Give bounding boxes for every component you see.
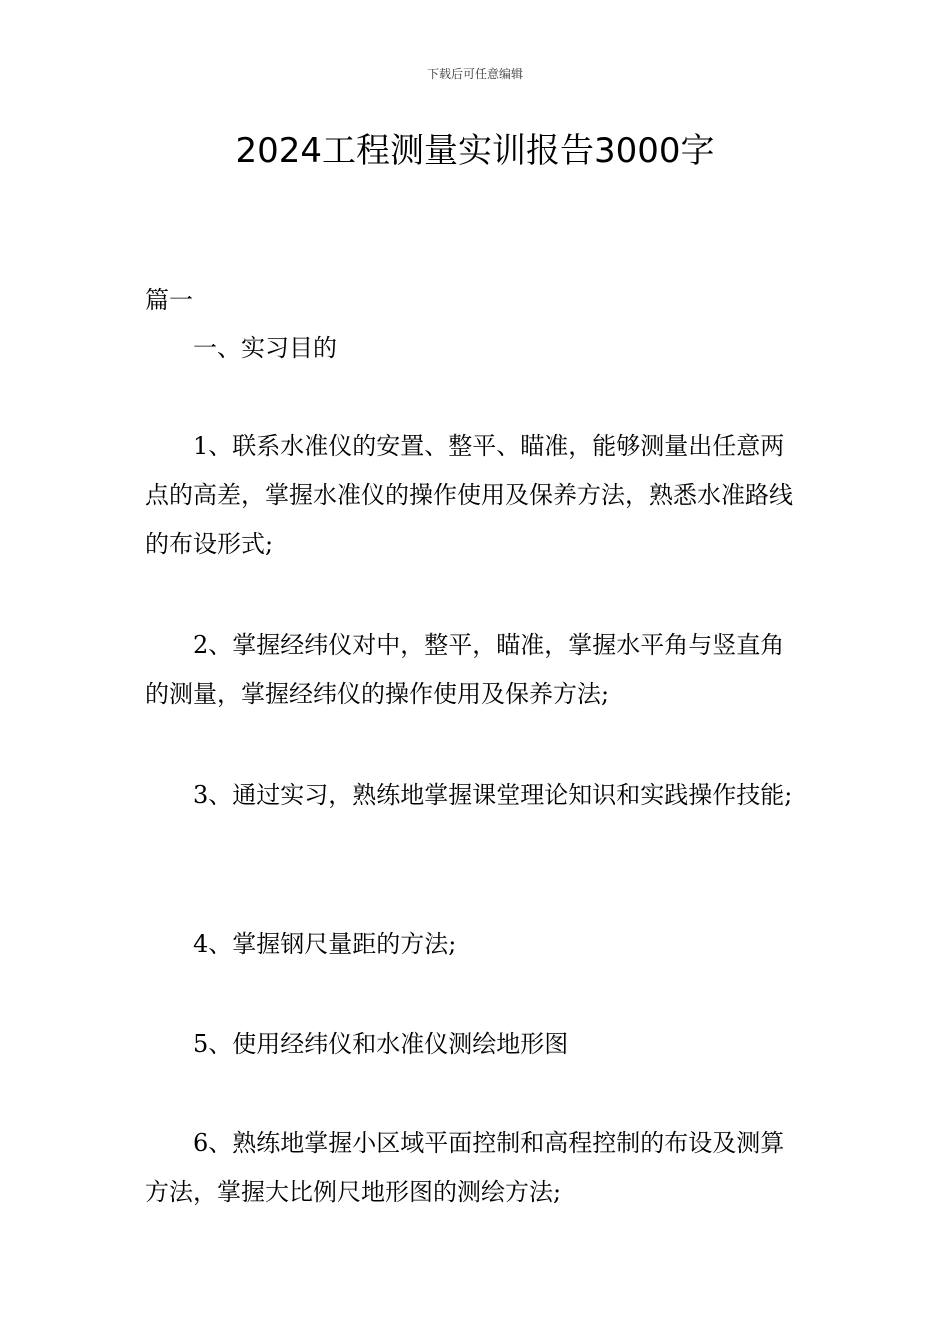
page-header-note: 下载后可任意编辑 bbox=[426, 67, 523, 81]
section-label: 篇一 bbox=[145, 286, 193, 314]
document-title: 2024工程测量实训报告3000字 bbox=[235, 131, 715, 171]
section-heading: 一、实习目的 bbox=[193, 334, 337, 362]
paragraph-1: 1、联系水准仪的安置、整平、瞄准，能够测量出任意两点的高差，掌握水准仪的操作使用及保养方法，熟悉水准路线的布设形式; bbox=[145, 432, 793, 558]
paragraph-6: 6、熟练地掌握小区域平面控制和高程控制的布设及测算方法，掌握大比例尺地形图的测绘方法; bbox=[145, 1129, 785, 1206]
paragraph-5: 5、使用经纬仪和水准仪测绘地形图 bbox=[193, 1030, 569, 1058]
paragraph-4: 4、掌握钢尺量距的方法; bbox=[193, 930, 457, 958]
paragraph-2: 2、掌握经纬仪对中，整平，瞄准，掌握水平角与竖直角的测量，掌握经纬仪的操作使用及保养方法; bbox=[145, 631, 785, 708]
paragraph-3: 3、通过实习，熟练地掌握课堂理论知识和实践操作技能; bbox=[193, 781, 793, 809]
